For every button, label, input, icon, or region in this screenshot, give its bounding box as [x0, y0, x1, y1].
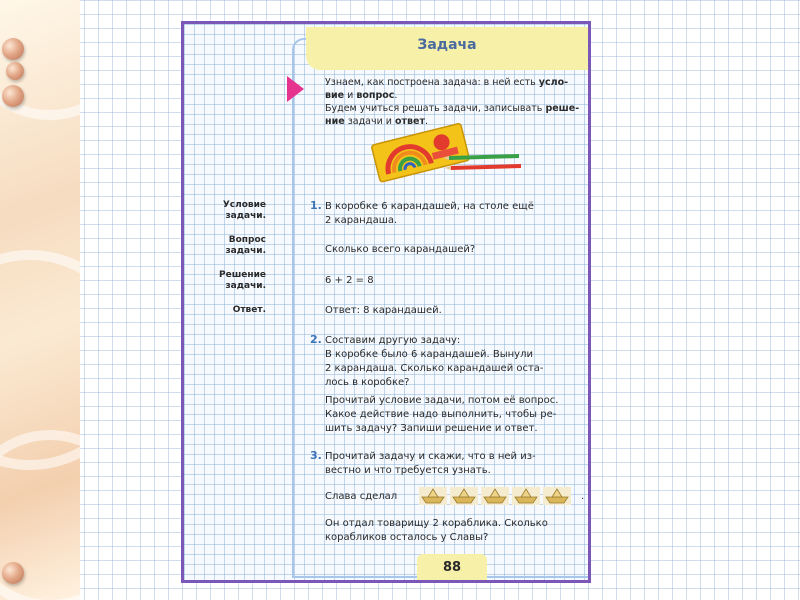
side-label-answer — [233, 305, 266, 316]
text-line: Какое действие надо выполнить, чтобы ре- — [325, 409, 557, 420]
task2-instructions — [325, 394, 587, 436]
text-line: шить задачу? Запиши решение и ответ. — [325, 423, 538, 434]
side-label-line: Условие — [222, 200, 266, 210]
pointer-arrow-icon — [287, 76, 304, 102]
intro-keyword: ние — [325, 116, 345, 127]
text-line: Прочитай задачу и скажи, что в ней из- — [325, 451, 536, 462]
task-number: 3. — [310, 449, 322, 462]
decorative-bead — [2, 38, 24, 60]
text-line: 2 карандаша. — [325, 215, 398, 226]
decorative-side-panel — [0, 0, 80, 600]
intro-keyword: вие — [325, 90, 345, 101]
page-number: 88 — [442, 560, 462, 575]
intro-keyword: ответ — [394, 116, 425, 127]
pencil-box-illustration — [369, 116, 529, 186]
side-label-line: Решение — [219, 270, 266, 280]
page-title: Задача — [417, 37, 477, 53]
task1-condition — [325, 200, 587, 228]
side-label-condition — [223, 200, 266, 222]
paper-boat-icon — [450, 487, 478, 505]
side-label-line: задачи. — [225, 246, 266, 256]
task-number: 1. — [310, 199, 322, 212]
intro-line: . — [394, 90, 398, 101]
paper-boat-icon — [512, 487, 540, 505]
decorative-bead — [6, 62, 24, 80]
text-line: вестно и что требуется узнать. — [325, 465, 491, 476]
text-line: 2 карандаша. Сколько карандашей оста- — [325, 363, 544, 374]
intro-keyword: реше- — [545, 103, 580, 114]
intro-keyword: вопрос — [356, 90, 395, 101]
task3-text — [325, 450, 587, 478]
task3-boats-line: Слава сделал — [325, 491, 398, 502]
paper-boat-icon — [481, 487, 509, 505]
text-line: Составим другую задачу: — [325, 335, 461, 346]
intro-line: Будем учиться решать задачи, записывать — [325, 103, 546, 114]
page-number-tab — [417, 554, 487, 582]
side-label-question — [225, 235, 266, 257]
decorative-bead — [2, 85, 24, 107]
task1-answer: Ответ: 8 карандашей. — [325, 305, 442, 316]
task2-text — [325, 334, 587, 390]
side-label-line: задачи. — [225, 211, 266, 221]
paper-boat-icon — [419, 487, 447, 505]
task-number: 2. — [310, 333, 322, 346]
text-line: В коробке было 6 карандашей. Вынули — [325, 349, 533, 360]
intro-line: задачи и — [344, 116, 395, 127]
side-label-line: Вопрос — [228, 235, 266, 245]
boats-line-end: . — [581, 491, 585, 502]
boats-row — [419, 487, 571, 505]
side-label-line: задачи. — [225, 281, 266, 291]
text-line: В коробке 6 карандашей, на столе ещё — [325, 201, 534, 212]
intro-line: Узнаем, как построена задача: в ней есть — [325, 77, 539, 88]
text-line: Он отдал товарищу 2 кораблика. Сколько — [325, 518, 548, 529]
intro-line: и — [344, 90, 357, 101]
intro-line: . — [424, 116, 428, 127]
text-line: лось в коробке? — [325, 377, 410, 388]
textbook-page — [181, 21, 591, 583]
decorative-bead — [2, 562, 24, 584]
task3-question — [325, 517, 587, 545]
task1-solution: 6 + 2 = 8 — [325, 275, 374, 286]
text-line: Прочитай условие задачи, потом её вопрос. — [325, 395, 559, 406]
side-label-solution — [219, 270, 266, 292]
side-label-line: Ответ. — [232, 305, 266, 315]
text-line: корабликов осталось у Славы? — [325, 532, 489, 543]
title-bar — [306, 27, 588, 70]
intro-keyword: усло- — [538, 77, 569, 88]
task1-question: Сколько всего карандашей? — [325, 244, 476, 255]
paper-boat-icon — [543, 487, 571, 505]
